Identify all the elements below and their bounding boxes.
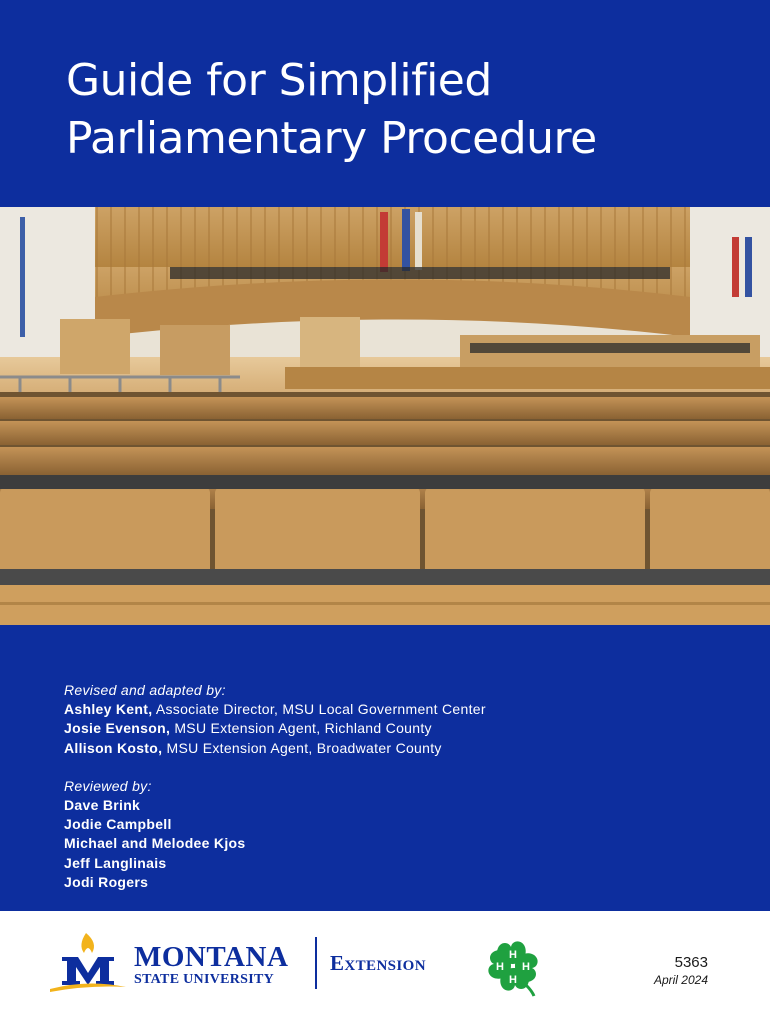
reviewer-name: Michael and Melodee Kjos [64,835,246,852]
author-line [64,719,486,738]
svg-text:H: H [496,961,504,973]
logo-divider [315,937,317,989]
credits-band [0,625,770,911]
spacer [64,758,486,777]
reviewer-name: Jeff Langlinais [64,854,167,871]
author-name: Ashley Kent, [64,701,153,718]
title-line-1: Guide for Simplified [66,55,492,106]
legislative-chamber-photo [0,207,770,625]
author-line [64,700,486,719]
author-role: Associate Director, MSU Local Government Center [155,701,486,718]
svg-text:H: H [509,949,517,961]
extension-wordmark: Extension [330,951,426,975]
title-band [0,0,770,207]
author-name: Allison Kosto, [64,739,163,756]
reviewer-name: Dave Brink [64,797,141,814]
svg-text:H: H [522,961,530,973]
university-name-line-2: STATE UNIVERSITY [134,972,275,987]
reviewer-name: Jodie Campbell [64,816,172,833]
publication-number: 5363 [674,954,708,971]
author-role: MSU Extension Agent, Broadwater County [166,739,442,756]
university-name-line-1: MONTANA [134,941,289,973]
publication-date: April 2024 [653,973,708,987]
svg-text:H: H [509,974,517,986]
author-role: MSU Extension Agent, Richland County [174,720,432,737]
title-line-2: Parliamentary Procedure [66,113,597,164]
credits-block [64,681,486,892]
4h-clover-logo-icon [482,935,544,997]
reviewer-name: Jodi Rogers [64,873,149,890]
author-line [64,739,486,758]
reviewed-heading: Reviewed by: [64,777,152,794]
author-name: Josie Evenson, [64,720,171,737]
document-title [66,52,597,168]
footer [0,911,770,1024]
revised-heading: Revised and adapted by: [64,682,226,698]
msu-m-logo-icon [48,931,128,993]
msu-wordmark [134,943,288,988]
